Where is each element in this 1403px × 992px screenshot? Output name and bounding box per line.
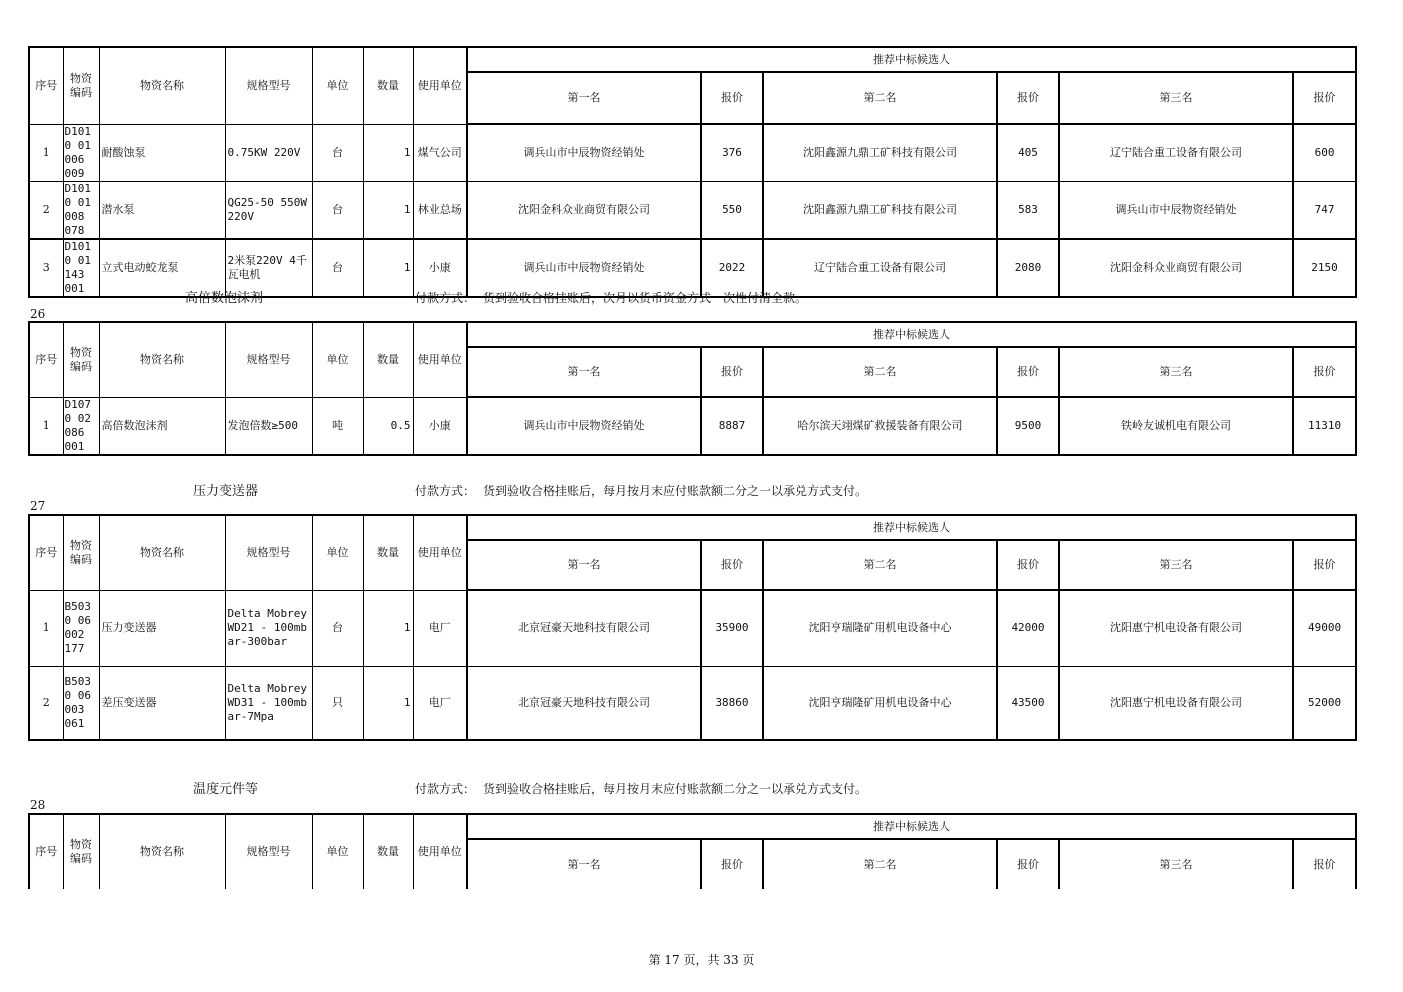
cell-second: 沈阳亨瑞隆矿用机电设备中心 [763, 590, 997, 666]
header-candidates: 推荐中标候选人 [467, 47, 1356, 72]
cell-user: 林业总场 [413, 181, 467, 239]
cell-price-second: 43500 [997, 666, 1059, 740]
cell-price-second: 42000 [997, 590, 1059, 666]
header-spec: 规格型号 [225, 515, 312, 590]
cell-seq: 2 [29, 181, 63, 239]
cell-first: 调兵山市中辰物资经销处 [467, 239, 701, 297]
header-code: 物资编码 [63, 322, 99, 397]
header-price: 报价 [997, 839, 1059, 889]
cell-first: 调兵山市中辰物资经销处 [467, 397, 701, 455]
header-spec: 规格型号 [225, 47, 312, 124]
header-third: 第三名 [1059, 540, 1293, 590]
header-qty: 数量 [363, 814, 413, 889]
header-price: 报价 [997, 347, 1059, 397]
header-name: 物资名称 [99, 322, 225, 397]
header-seq: 序号 [29, 322, 63, 397]
header-seq: 序号 [29, 47, 63, 124]
cell-qty: 1 [363, 239, 413, 297]
cell-third: 铁岭友诚机电有限公司 [1059, 397, 1293, 455]
section-28-payment-label: 付款方式： [415, 782, 476, 796]
header-candidates: 推荐中标候选人 [467, 322, 1356, 347]
header-name: 物资名称 [99, 814, 225, 889]
table-row [29, 666, 1356, 740]
cell-unit: 台 [312, 590, 363, 666]
cell-second: 沈阳鑫源九鼎工矿科技有限公司 [763, 124, 997, 181]
cell-seq: 3 [29, 239, 63, 297]
cell-name: 高倍数泡沫剂 [99, 397, 225, 455]
cell-spec: Delta Mobrey WD31 - 100mbar-7Mpa [225, 666, 312, 740]
table-row [29, 397, 1356, 455]
header-qty: 数量 [363, 515, 413, 590]
cell-user: 小康 [413, 397, 467, 455]
cell-price-third: 11310 [1293, 397, 1356, 455]
cell-first: 北京冠豪天地科技有限公司 [467, 590, 701, 666]
header-user: 使用单位 [413, 814, 467, 889]
header-third: 第三名 [1059, 72, 1293, 124]
section-28-number: 28 [30, 798, 46, 812]
header-candidates: 推荐中标候选人 [467, 814, 1356, 839]
cell-unit: 只 [312, 666, 363, 740]
header-name: 物资名称 [99, 47, 225, 124]
cell-unit: 吨 [312, 397, 363, 455]
header-price: 报价 [1293, 72, 1356, 124]
table-row [29, 590, 1356, 666]
cell-price-third: 52000 [1293, 666, 1356, 740]
header-second: 第二名 [763, 347, 997, 397]
cell-code: B5030 06003 061 [63, 666, 99, 740]
header-second: 第二名 [763, 72, 997, 124]
section-27-title: 压力变送器 [193, 484, 259, 499]
cell-third: 沈阳惠宁机电设备有限公司 [1059, 590, 1293, 666]
header-unit: 单位 [312, 47, 363, 124]
cell-price-first: 376 [701, 124, 763, 181]
cell-user: 电厂 [413, 666, 467, 740]
cell-qty: 1 [363, 124, 413, 181]
section-27-payment-text: 货到验收合格挂账后，每月按月末应付账款额二分之一以承兑方式支付。 [483, 484, 868, 498]
header-code: 物资编码 [63, 47, 99, 124]
cell-price-third: 747 [1293, 181, 1356, 239]
table-section-25 [28, 46, 1357, 298]
cell-code: B5030 06002 177 [63, 590, 99, 666]
table-row [29, 124, 1356, 181]
cell-price-first: 8887 [701, 397, 763, 455]
header-code: 物资编码 [63, 515, 99, 590]
section-27-payment-label: 付款方式： [415, 484, 476, 498]
cell-unit: 台 [312, 181, 363, 239]
header-candidates: 推荐中标候选人 [467, 515, 1356, 540]
cell-price-second: 405 [997, 124, 1059, 181]
table-row [29, 181, 1356, 239]
cell-price-first: 38860 [701, 666, 763, 740]
cell-name: 潜水泵 [99, 181, 225, 239]
cell-third: 沈阳惠宁机电设备有限公司 [1059, 666, 1293, 740]
cell-third: 调兵山市中辰物资经销处 [1059, 181, 1293, 239]
cell-spec: Delta Mobrey WD21 - 100mbar-300bar [225, 590, 312, 666]
section-26-payment-text: 货到验收合格挂账后，次月以货币资金方式一次性付清全款。 [483, 291, 808, 305]
cell-qty: 1 [363, 181, 413, 239]
table-section-27 [28, 514, 1357, 741]
cell-code: D1070 02086 001 [63, 397, 99, 455]
cell-second: 沈阳鑫源九鼎工矿科技有限公司 [763, 181, 997, 239]
header-first: 第一名 [467, 347, 701, 397]
cell-spec: QG25-50 550W 220V [225, 181, 312, 239]
header-second: 第二名 [763, 839, 997, 889]
header-price: 报价 [701, 72, 763, 124]
cell-unit: 台 [312, 239, 363, 297]
header-unit: 单位 [312, 515, 363, 590]
cell-name: 压力变送器 [99, 590, 225, 666]
cell-price-second: 9500 [997, 397, 1059, 455]
cell-price-third: 2150 [1293, 239, 1356, 297]
cell-seq: 1 [29, 397, 63, 455]
cell-user: 煤气公司 [413, 124, 467, 181]
page-footer: 第 17 页，共 33 页 [648, 953, 755, 967]
header-spec: 规格型号 [225, 322, 312, 397]
cell-price-first: 2022 [701, 239, 763, 297]
header-price: 报价 [997, 540, 1059, 590]
header-price: 报价 [701, 540, 763, 590]
table-section-26 [28, 321, 1357, 456]
section-28-payment-text: 货到验收合格挂账后，每月按月末应付账款额二分之一以承兑方式支付。 [483, 782, 868, 796]
cell-third: 辽宁陆合重工设备有限公司 [1059, 124, 1293, 181]
cell-spec: 发泡倍数≥500 [225, 397, 312, 455]
cell-second: 沈阳亨瑞隆矿用机电设备中心 [763, 666, 997, 740]
header-qty: 数量 [363, 322, 413, 397]
header-price: 报价 [997, 72, 1059, 124]
cell-qty: 1 [363, 590, 413, 666]
header-third: 第三名 [1059, 839, 1293, 889]
header-first: 第一名 [467, 540, 701, 590]
cell-qty: 1 [363, 666, 413, 740]
header-unit: 单位 [312, 322, 363, 397]
header-code: 物资编码 [63, 814, 99, 889]
header-user: 使用单位 [413, 515, 467, 590]
cell-price-first: 550 [701, 181, 763, 239]
cell-name: 差压变送器 [99, 666, 225, 740]
cell-seq: 1 [29, 124, 63, 181]
section-27-number: 27 [30, 499, 46, 513]
section-26-payment-label: 付款方式： [415, 291, 476, 305]
header-first: 第一名 [467, 72, 701, 124]
section-26-title: 高倍数泡沫剂 [185, 291, 264, 306]
cell-code: D1010 01143 001 [63, 239, 99, 297]
table-section-28 [28, 813, 1357, 889]
header-user: 使用单位 [413, 322, 467, 397]
cell-price-second: 583 [997, 181, 1059, 239]
header-seq: 序号 [29, 814, 63, 889]
cell-spec: 2米泵220V 4千瓦电机 [225, 239, 312, 297]
cell-user: 小康 [413, 239, 467, 297]
cell-price-second: 2080 [997, 239, 1059, 297]
header-price: 报价 [1293, 347, 1356, 397]
cell-name: 立式电动蛟龙泵 [99, 239, 225, 297]
cell-first: 北京冠豪天地科技有限公司 [467, 666, 701, 740]
cell-seq: 2 [29, 666, 63, 740]
cell-name: 耐酸蚀泵 [99, 124, 225, 181]
header-unit: 单位 [312, 814, 363, 889]
cell-price-third: 600 [1293, 124, 1356, 181]
cell-second: 辽宁陆合重工设备有限公司 [763, 239, 997, 297]
section-28-title: 温度元件等 [193, 782, 259, 797]
header-price: 报价 [1293, 839, 1356, 889]
header-seq: 序号 [29, 515, 63, 590]
cell-first: 调兵山市中辰物资经销处 [467, 124, 701, 181]
header-user: 使用单位 [413, 47, 467, 124]
header-first: 第一名 [467, 839, 701, 889]
cell-price-first: 35900 [701, 590, 763, 666]
header-price: 报价 [701, 839, 763, 889]
section-26-number: 26 [30, 307, 46, 321]
cell-price-third: 49000 [1293, 590, 1356, 666]
header-qty: 数量 [363, 47, 413, 124]
cell-seq: 1 [29, 590, 63, 666]
cell-code: D1010 01008 078 [63, 181, 99, 239]
header-second: 第二名 [763, 540, 997, 590]
header-price: 报价 [701, 347, 763, 397]
header-third: 第三名 [1059, 347, 1293, 397]
header-name: 物资名称 [99, 515, 225, 590]
header-price: 报价 [1293, 540, 1356, 590]
header-spec: 规格型号 [225, 814, 312, 889]
cell-code: D1010 01006 009 [63, 124, 99, 181]
cell-unit: 台 [312, 124, 363, 181]
cell-qty: 0.5 [363, 397, 413, 455]
cell-user: 电厂 [413, 590, 467, 666]
cell-second: 哈尔滨天翊煤矿救援装备有限公司 [763, 397, 997, 455]
cell-first: 沈阳金科众业商贸有限公司 [467, 181, 701, 239]
cell-spec: 0.75KW 220V [225, 124, 312, 181]
cell-third: 沈阳金科众业商贸有限公司 [1059, 239, 1293, 297]
